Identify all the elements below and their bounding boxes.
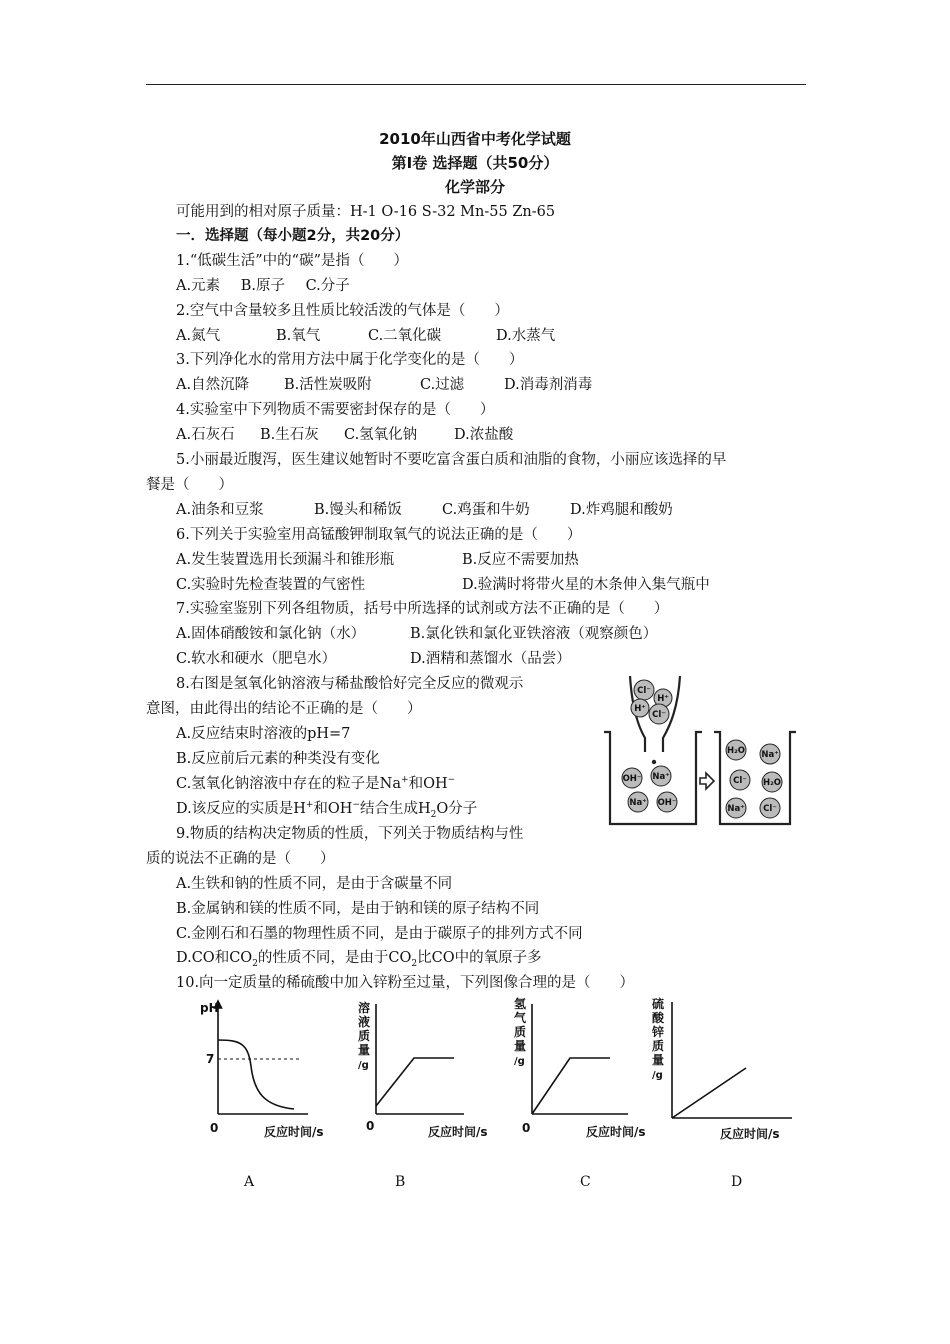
q8-option-c[interactable]: C.氢氧化钠溶液中存在的粒子是Na+和OH−: [176, 775, 456, 792]
q9-stem-line1: 9.物质的结构决定物质的性质，下列关于物质结构与性: [176, 826, 524, 842]
q6-options-row1: [176, 550, 579, 570]
q9-stem-line2: 质的说法不正确的是（ ）: [146, 851, 335, 867]
ion-cl-3: [730, 770, 750, 790]
q9-option-a[interactable]: A.生铁和钠的性质不同，是由于含碳量不同: [176, 876, 453, 892]
q2-option-d[interactable]: D.水蒸气: [496, 328, 556, 344]
graph-b-ylabel-5: /g: [358, 1060, 369, 1071]
ion-cl-2: [649, 704, 669, 724]
graph-a-tick-7: 7: [206, 1052, 215, 1066]
ion-oh-1: [622, 768, 642, 788]
graph-c-curve: [532, 1058, 610, 1114]
q3-option-c[interactable]: C.过滤: [420, 377, 465, 393]
q2-option-c[interactable]: C.二氧化碳: [368, 328, 442, 344]
graph-a-xlabel: 反应时间/s: [264, 1125, 324, 1139]
q3-stem: 3.下列净化水的常用方法中属于化学变化的是（ ）: [176, 352, 524, 368]
svg-text:Cl⁻: Cl⁻: [652, 710, 666, 720]
q2-option-a[interactable]: A.氮气: [176, 328, 221, 344]
q8-stem-line2: 意图，由此得出的结论不正确的是（ ）: [146, 701, 422, 717]
part-heading: 一．选择题（每小题2分，共20分）: [176, 228, 410, 244]
q7-stem: 7.实验室鉴别下列各组物质，括号中所选择的试剂或方法不正确的是（ ）: [176, 601, 669, 617]
graph-c-ylabel-5: /g: [514, 1056, 525, 1067]
ion-oh-2: [657, 792, 677, 812]
q6-option-d[interactable]: D.验满时将带火星的木条伸入集气瓶中: [462, 577, 710, 593]
graph-b-ylabel-4: 量: [358, 1043, 371, 1057]
q3-option-b[interactable]: B.活性炭吸附: [284, 377, 372, 393]
graph-b-xlabel: 反应时间/s: [428, 1125, 488, 1139]
graph-c-ylabel-4: 量: [514, 1039, 527, 1053]
q6-option-c[interactable]: C.实验时先检查装置的气密性: [176, 577, 366, 593]
q2-options: [176, 326, 555, 346]
svg-text:OH⁻: OH⁻: [657, 798, 677, 808]
q8-option-b[interactable]: B.反应前后元素的种类没有变化: [176, 751, 380, 767]
graph-a-ylabel: pH: [200, 1001, 219, 1015]
q7-options-row1: [176, 624, 657, 644]
q6-stem: 6.下列关于实验室用高锰酸钾制取氧气的说法正确的是（ ）: [176, 527, 582, 543]
q7-options-row2: [176, 649, 571, 669]
graph-d-ylabel-6: /g: [652, 1070, 663, 1081]
svg-text:H₂O: H₂O: [762, 778, 782, 788]
graph-d-ylabel-4: 质: [652, 1039, 665, 1053]
svg-text:H⁺: H⁺: [657, 694, 669, 704]
svg-text:Na⁺: Na⁺: [727, 804, 745, 814]
graph-a: [196, 996, 324, 1146]
graph-c: [508, 996, 654, 1146]
graph-a-caption[interactable]: A: [244, 1174, 255, 1190]
graph-d-xlabel: 反应时间/s: [720, 1127, 780, 1141]
graph-d-caption[interactable]: D: [731, 1174, 743, 1190]
q7-option-d[interactable]: D.酒精和蒸馏水（品尝）: [410, 651, 571, 667]
graph-b-caption[interactable]: B: [395, 1174, 406, 1190]
graph-c-xlabel: 反应时间/s: [586, 1125, 646, 1139]
q5-options: [176, 500, 673, 520]
graph-c-caption[interactable]: C: [580, 1174, 591, 1190]
graph-b-curve: [376, 1058, 454, 1106]
graph-b-ylabel-1: 溶: [358, 1001, 371, 1015]
q6-options-row2: [176, 575, 710, 595]
graph-d-ylabel-5: 量: [652, 1053, 665, 1067]
q3-options: [176, 375, 592, 395]
q2-option-b[interactable]: B.氧气: [276, 328, 321, 344]
q4-option-b[interactable]: B.生石灰: [260, 427, 319, 443]
q1-options: [176, 276, 350, 296]
q1-option-c[interactable]: C.分子: [305, 278, 350, 294]
q3-option-d[interactable]: D.消毒剂消毒: [504, 377, 593, 393]
graph-a-origin: 0: [210, 1121, 219, 1135]
q1-option-b[interactable]: B.原子: [240, 278, 285, 294]
graph-b: [354, 996, 500, 1146]
graph-d: [650, 996, 810, 1146]
exam-title: 2010年山西省中考化学试题: [379, 130, 571, 148]
molecule-h2o-2: [762, 772, 782, 792]
section-title: 化学部分: [444, 178, 505, 196]
reaction-micro-diagram: [600, 668, 810, 838]
q1-option-a[interactable]: A.元素: [176, 278, 221, 294]
header-rule: [146, 84, 806, 85]
q9-option-b[interactable]: B.金属钠和镁的性质不同，是由于钠和镁的原子结构不同: [176, 901, 540, 917]
ion-na-2: [628, 792, 648, 812]
ion-na-3: [760, 744, 780, 764]
q7-option-b[interactable]: B.氯化铁和氯化亚铁溶液（观察颜色）: [410, 626, 658, 642]
q5-option-a[interactable]: A.油条和豆浆: [176, 502, 264, 518]
q5-option-d[interactable]: D.炸鸡腿和酸奶: [570, 502, 673, 518]
svg-text:Na⁺: Na⁺: [652, 772, 670, 782]
exam-subtitle: 第I卷 选择题（共50分）: [391, 154, 559, 172]
ion-na-4: [726, 798, 746, 818]
q9-option-d[interactable]: D.CO和$CO_2$的性质不同，是由于$CO_2$比CO中的氧原子多: [176, 950, 542, 969]
q6-option-a[interactable]: A.发生装置选用长颈漏斗和锥形瓶: [176, 552, 395, 568]
atomic-masses: 可能用到的相对原子质量：H-1 O-16 S-32 Mn-55 Zn-65: [176, 204, 556, 220]
q8-stem-line1: 8.右图是氢氧化钠溶液与稀盐酸恰好完全反应的微观示: [176, 676, 524, 692]
graph-d-ylabel-1: 硫: [652, 997, 665, 1011]
q4-option-d[interactable]: D.浓盐酸: [454, 427, 514, 443]
q10-stem: 10.向一定质量的稀硫酸中加入锌粉至过量，下列图像合理的是（ ）: [176, 975, 635, 991]
graph-c-ylabel-3: 质: [514, 1025, 527, 1039]
q5-option-c[interactable]: C.鸡蛋和牛奶: [442, 502, 530, 518]
q4-option-a[interactable]: A.石灰石: [176, 427, 235, 443]
graph-d-ylabel-2: 酸: [652, 1011, 665, 1025]
svg-text:Cl⁻: Cl⁻: [733, 776, 747, 786]
graph-b-origin: 0: [366, 1119, 375, 1133]
ion-cl-4: [760, 798, 780, 818]
graph-b-ylabel-2: 液: [358, 1015, 371, 1029]
q5-stem-line1: 5.小丽最近腹泻，医生建议她暂时不要吃富含蛋白质和油脂的食物，小丽应该选择的早: [176, 452, 727, 468]
graph-c-origin: 0: [522, 1121, 531, 1135]
q3-option-a[interactable]: A.自然沉降: [176, 377, 250, 393]
ion-h-2: [631, 699, 649, 717]
q1-stem: 1.“低碳生活”中的“碳”是指（ ）: [176, 253, 408, 269]
q4-options: [176, 425, 513, 445]
q4-option-c[interactable]: C.氢氧化钠: [344, 427, 418, 443]
q9-option-c[interactable]: C.金刚石和石墨的物理性质不同，是由于碳原子的排列方式不同: [176, 926, 583, 942]
graph-a-curve: [218, 1040, 294, 1109]
graph-d-curve: [672, 1068, 746, 1118]
svg-text:H⁺: H⁺: [634, 704, 646, 714]
graph-b-ylabel-3: 质: [358, 1029, 371, 1043]
q7-option-a[interactable]: A.固体硝酸铵和氯化钠（水）: [176, 626, 366, 642]
q5-stem-line2: 餐是（ ）: [146, 477, 233, 493]
graph-c-ylabel-2: 气: [514, 1011, 527, 1025]
q5-option-b[interactable]: B.馒头和稀饭: [314, 502, 402, 518]
ion-na-1: [651, 766, 671, 786]
svg-text:Na⁺: Na⁺: [761, 750, 779, 760]
q2-stem: 2.空气中含量较多且性质比较活泼的气体是（ ）: [176, 303, 509, 319]
q8-option-d[interactable]: D.该反应的实质是H+和OH−结合生成$H_2O$分子: [176, 800, 478, 820]
svg-text:Cl⁻: Cl⁻: [763, 804, 777, 814]
svg-text:H₂O: H₂O: [726, 746, 746, 756]
q6-option-b[interactable]: B.反应不需要加热: [462, 552, 579, 568]
svg-text:Cl⁻: Cl⁻: [637, 686, 651, 696]
graph-c-ylabel-1: 氢: [514, 997, 527, 1011]
molecule-h2o-1: [726, 740, 746, 760]
q8-option-a[interactable]: A.反应结束时溶液的pH=7: [176, 726, 351, 742]
q7-option-c[interactable]: C.软水和硬水（肥皂水）: [176, 651, 337, 667]
svg-text:OH⁻: OH⁻: [622, 774, 642, 784]
graph-d-ylabel-3: 锌: [652, 1025, 665, 1039]
ion-cl-1: [634, 680, 654, 700]
svg-text:Na⁺: Na⁺: [629, 798, 647, 808]
q4-stem: 4.实验室中下列物质不需要密封保存的是（ ）: [176, 402, 495, 418]
